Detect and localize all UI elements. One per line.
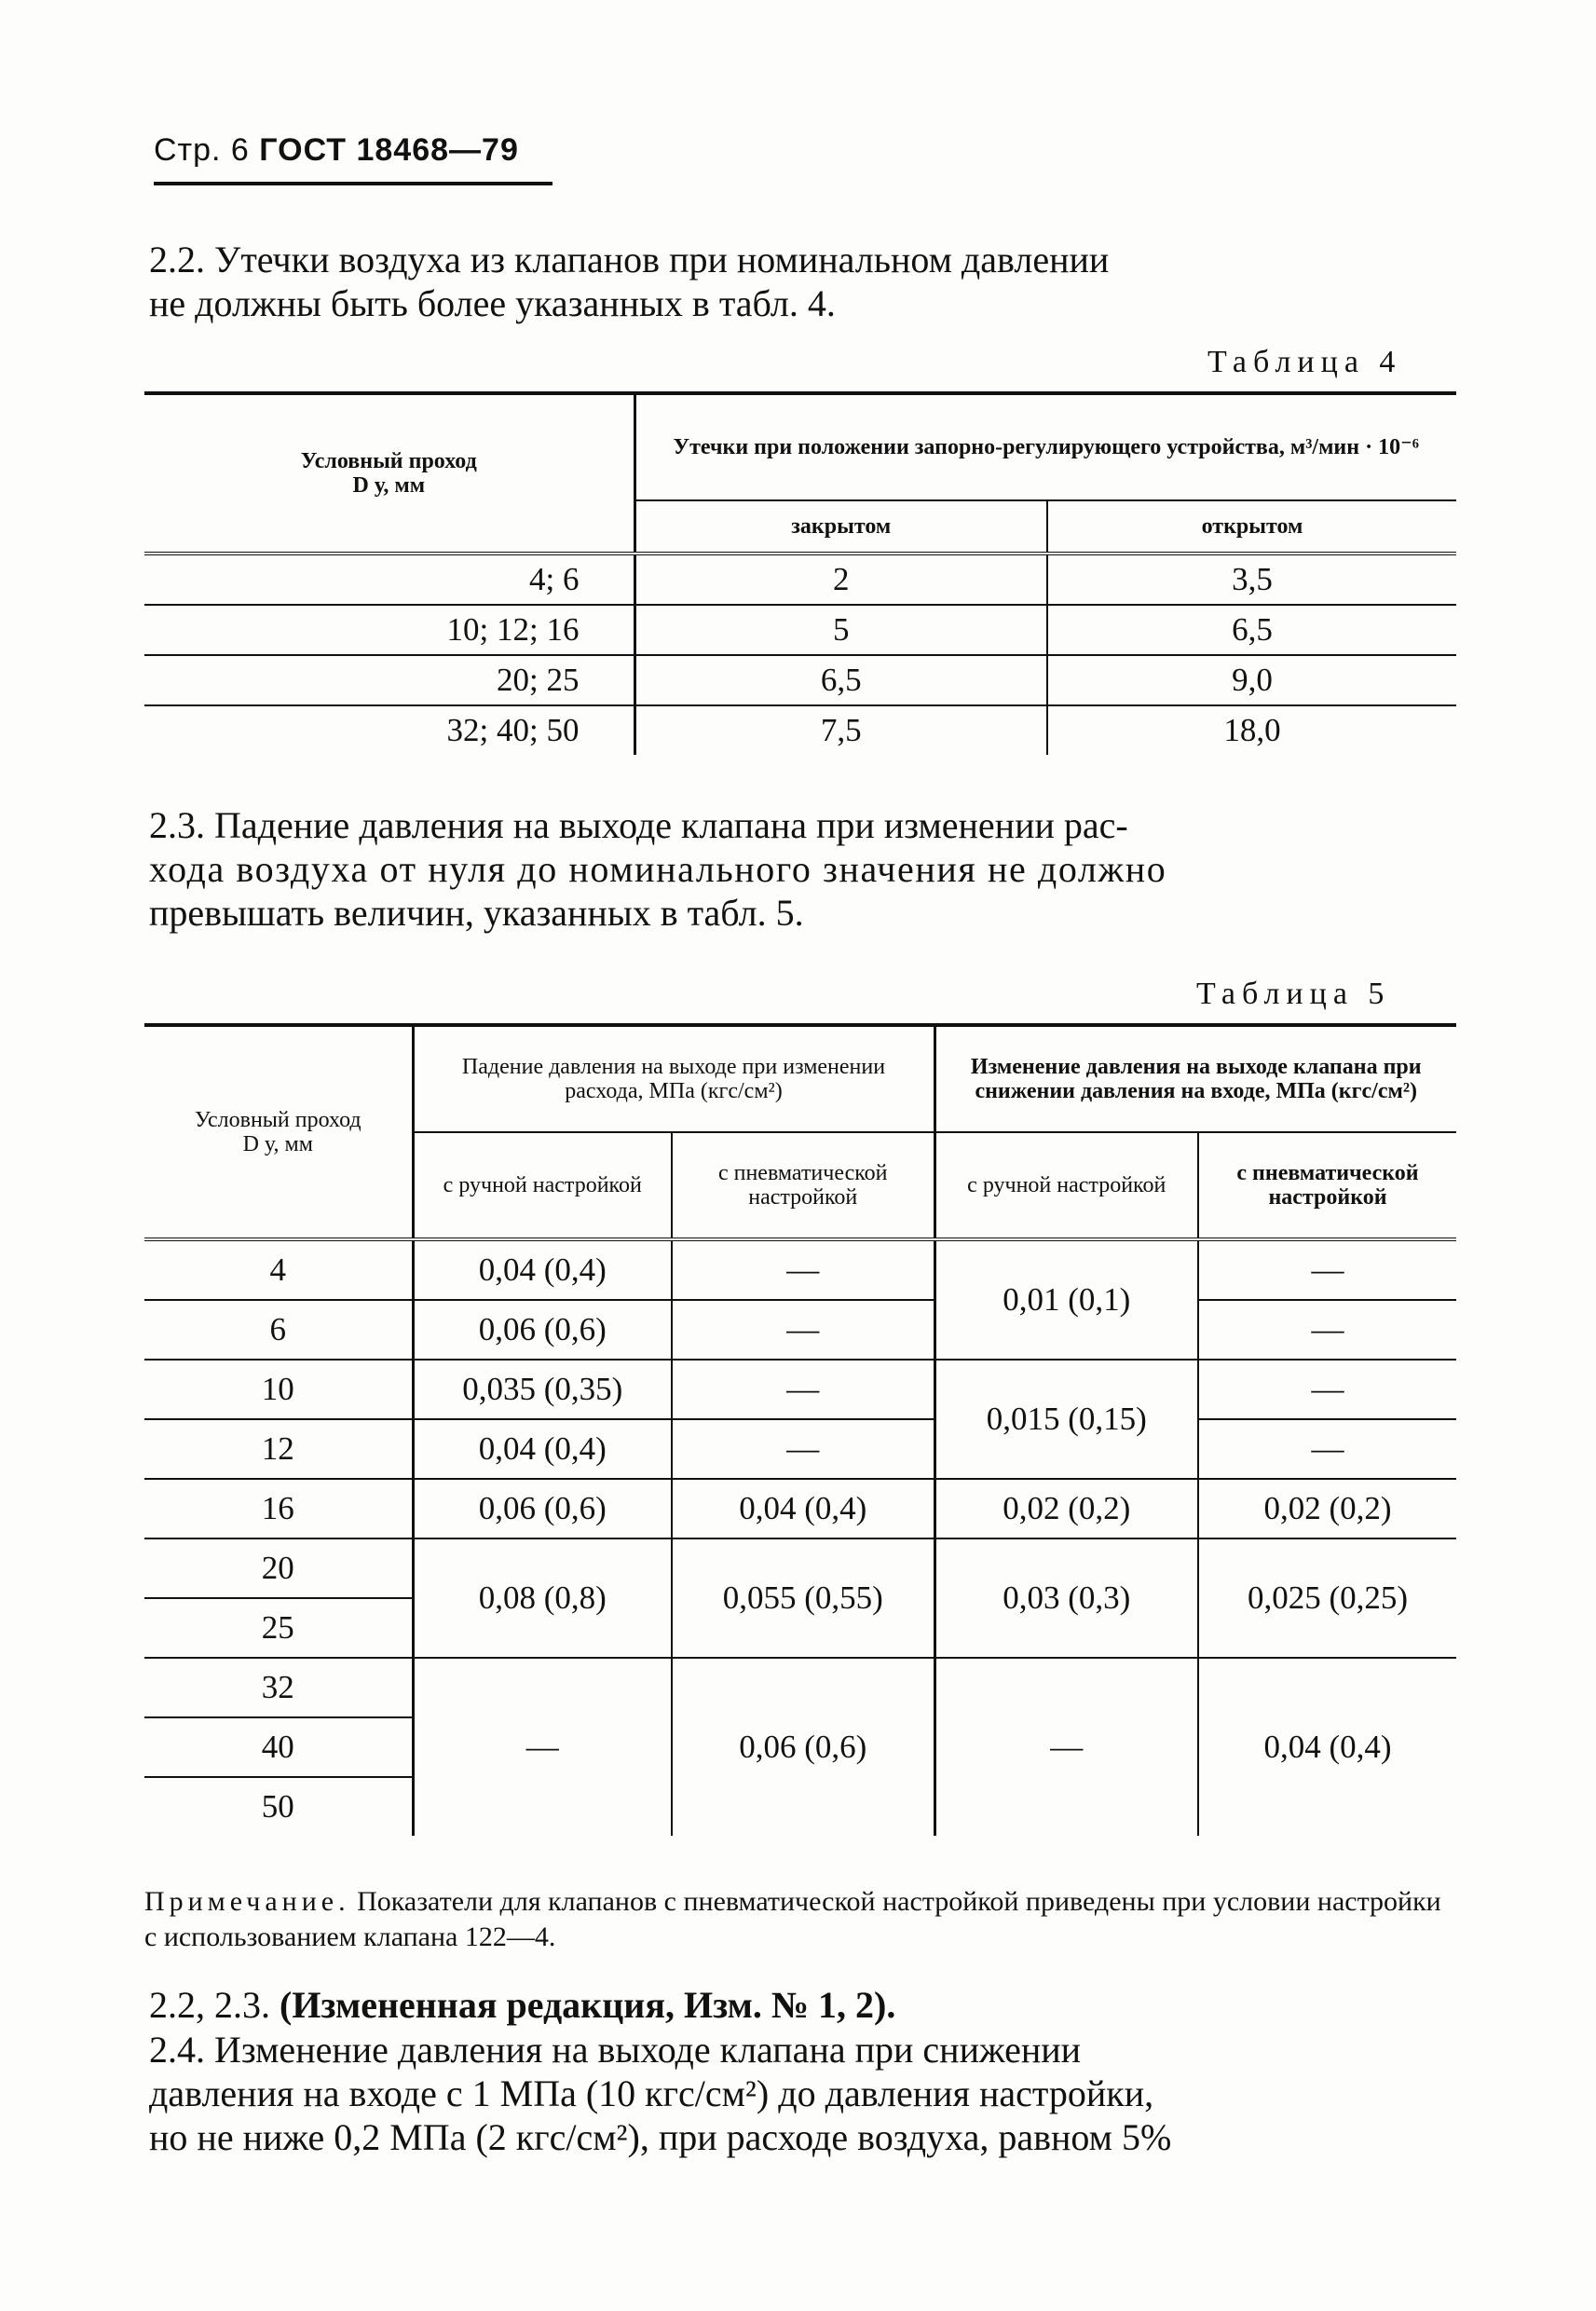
header-manual: с ручной настройкой (413, 1132, 672, 1239)
table-row: 12 0,04 (0,4) — — (144, 1419, 1456, 1479)
table4-caption: Таблица 4 (1207, 345, 1402, 379)
table-row: 10; 12; 16 5 6,5 (144, 605, 1456, 655)
table-row: 20; 25 6,5 9,0 (144, 655, 1456, 705)
table5-caption: Таблица 5 (1196, 977, 1391, 1011)
page-number: Стр. 6 (154, 132, 250, 168)
amendment-text: (Измененная редакция, Изм. № 1, 2). (280, 1984, 896, 2026)
header-pneumatic: с пневматической настройкой (672, 1132, 934, 1239)
text-line: превышать величин, указанных в табл. 5. (149, 892, 804, 934)
header-rule (154, 182, 552, 185)
table-row: 16 0,06 (0,6) 0,04 (0,4) 0,02 (0,2) 0,02 (0,2) (144, 1479, 1456, 1538)
text-line: давления на входе с 1 МПа (10 кгс/см²) до давления настройки, (149, 2072, 1154, 2114)
text-line: 2.4. Изменение давления на выходе клапана при снижении (149, 2029, 1082, 2071)
table-row: 10 0,035 (0,35) — 0,015 (0,15) — (144, 1360, 1456, 1419)
text-line: не должны быть более указанных в табл. 4. (149, 282, 836, 324)
paragraph-2-2 (149, 238, 1453, 325)
header-nominal-bore: Условный проход D у, мм (144, 393, 634, 554)
text-line: но не ниже 0,2 МПа (2 кгс/см²), при расходе воздуха, равном 5% (149, 2116, 1172, 2158)
table-note (144, 1884, 1456, 1955)
header-manual: с ручной настройкой (934, 1132, 1198, 1239)
header-leakage: Утечки при положении запорно-регулирующего устройства, м³/мин · 10⁻⁶ (634, 393, 1456, 500)
standard-id: ГОСТ 18468—79 (259, 132, 519, 168)
page-header (154, 132, 519, 169)
table-5 (144, 1023, 1456, 1836)
amendment-line (149, 1983, 1453, 2027)
header-nominal-bore: Условный проход D у, мм (144, 1025, 413, 1239)
header-pressure-change: Изменение давления на выходе клапана при снижении давления на входе, МПа (кгс/см²) (934, 1025, 1456, 1132)
table-row: 20 0,08 (0,8) 0,055 (0,55) 0,03 (0,3) 0,025 (0,25) (144, 1538, 1456, 1598)
paragraph-2-3 (149, 803, 1453, 935)
text-line: 2.2. Утечки воздуха из клапанов при номинальном давлении (149, 239, 1110, 280)
text-line: 2.3. Падение давления на выходе клапана при изменении рас- (149, 804, 1128, 846)
header-open: открытом (1047, 500, 1456, 554)
note-text: Показатели для клапанов с пневматической настройкой приведены при условии настройки с использованием клапана 122—4. (144, 1886, 1441, 1952)
header-pneumatic: с пневматической настройкой (1198, 1132, 1456, 1239)
table-row: 50 (144, 1777, 1456, 1836)
note-label: Примечание. (144, 1886, 350, 1917)
table-row: 32; 40; 50 7,5 18,0 (144, 705, 1456, 755)
paragraph-2-4 (149, 2028, 1453, 2159)
table-4 (144, 391, 1456, 755)
header-closed: закрытом (634, 500, 1047, 554)
amendment-prefix: 2.2, 2.3. (149, 1984, 270, 2026)
table-row: 40 (144, 1717, 1456, 1777)
table-row: 25 (144, 1598, 1456, 1658)
text-line: хода воздуха от нуля до номинального значения не должно (149, 848, 1167, 890)
table-row: 4; 6 2 3,5 (144, 554, 1456, 605)
table-row: 32 — 0,06 (0,6) — 0,04 (0,4) (144, 1658, 1456, 1717)
table-row: 6 0,06 (0,6) — — (144, 1300, 1456, 1360)
header-pressure-drop: Падение давления на выходе при изменении расхода, МПа (кгс/см²) (413, 1025, 934, 1132)
table-row: 4 0,04 (0,4) — 0,01 (0,1) — (144, 1239, 1456, 1300)
